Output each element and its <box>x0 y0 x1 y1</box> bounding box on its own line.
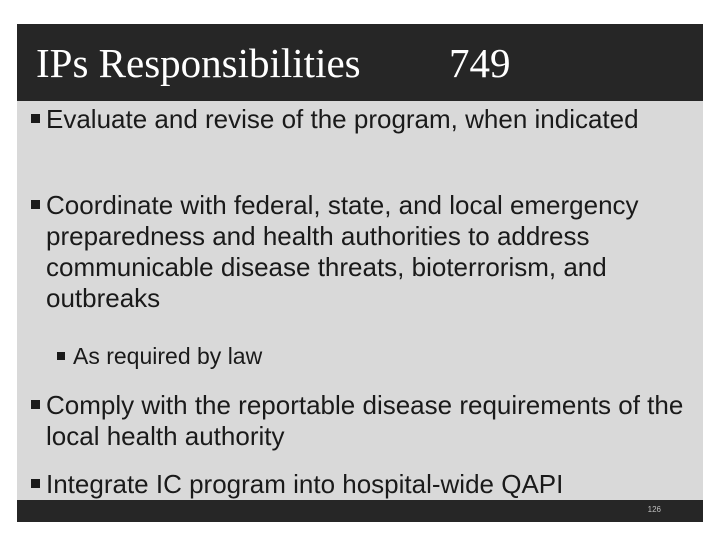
slide <box>17 24 703 522</box>
page-number: 126 <box>647 505 661 514</box>
bullet-marker-icon <box>31 479 40 488</box>
bullet-marker-icon <box>31 400 40 409</box>
bullet-text: Evaluate and revise of the program, when indicated <box>46 104 639 134</box>
bullet-marker-icon <box>31 114 40 123</box>
bullet-text: Integrate IC program into hospital-wide QAPI <box>46 469 564 499</box>
slide-title-number: 749 <box>449 40 511 86</box>
slide-title: IPs Responsibilities <box>36 40 361 86</box>
sub-bullet-marker-icon <box>57 352 65 360</box>
footer-bar <box>17 500 703 522</box>
sub-bullet-text: As required by law <box>73 343 263 369</box>
bullet-list <box>17 24 703 522</box>
bullet-text: Comply with the reportable disease requirements of the local health authority <box>46 390 684 451</box>
bullet-text: Coordinate with federal, state, and local emergency preparedness and health authorities to address communicable disease threats, bioterrorism, and outbreaks <box>46 190 639 313</box>
bullet-marker-icon <box>31 200 40 209</box>
